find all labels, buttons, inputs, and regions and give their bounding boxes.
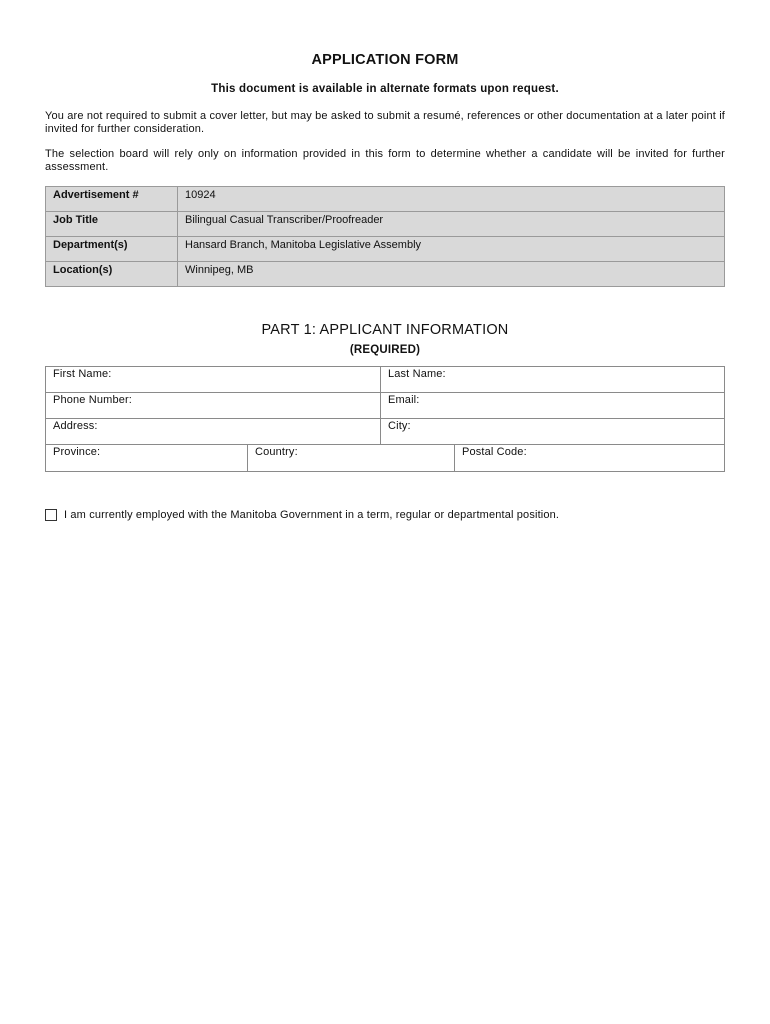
job-info-row-department bbox=[46, 237, 725, 262]
part1-required-label: (REQUIRED) bbox=[349, 344, 421, 356]
selection-board-paragraph: The selection board will rely only on information provided in this form to determine whether a candidate will be invited for further assessment. bbox=[45, 148, 725, 173]
country-field[interactable] bbox=[247, 445, 454, 471]
location-value: Winnipeg, MB bbox=[178, 262, 725, 287]
address-field[interactable] bbox=[46, 419, 380, 444]
advertisement-value: 10924 bbox=[178, 187, 725, 212]
last-name-label: Last Name: bbox=[388, 368, 446, 380]
region-row bbox=[46, 445, 724, 471]
alternate-formats-note: This document is available in alternate formats upon request. bbox=[211, 83, 559, 95]
applicant-info-grid bbox=[45, 366, 725, 472]
job-title-value: Bilingual Casual Transcriber/Proofreader bbox=[178, 212, 725, 237]
email-label: Email: bbox=[388, 394, 420, 406]
department-value: Hansard Branch, Manitoba Legislative Assembly bbox=[178, 237, 725, 262]
city-field[interactable] bbox=[380, 419, 724, 444]
phone-number-field[interactable] bbox=[46, 393, 380, 418]
postal-code-label: Postal Code: bbox=[462, 446, 527, 458]
job-info-row-advertisement bbox=[46, 187, 725, 212]
advertisement-label: Advertisement # bbox=[46, 187, 178, 212]
contact-row bbox=[46, 393, 724, 419]
last-name-field[interactable] bbox=[380, 367, 724, 392]
job-info-table bbox=[45, 186, 725, 287]
address-row bbox=[46, 419, 724, 445]
job-info-row-job-title bbox=[46, 212, 725, 237]
job-title-label: Job Title bbox=[46, 212, 178, 237]
department-label: Department(s) bbox=[46, 237, 178, 262]
employment-checkbox[interactable] bbox=[45, 509, 57, 521]
employment-checkbox-line bbox=[45, 509, 725, 521]
phone-number-label: Phone Number: bbox=[53, 394, 132, 406]
country-label: Country: bbox=[255, 446, 298, 458]
form-title: APPLICATION FORM bbox=[311, 52, 459, 68]
address-label: Address: bbox=[53, 420, 98, 432]
province-field[interactable] bbox=[46, 445, 247, 471]
employment-checkbox-label: I am currently employed with the Manitoba Government in a term, regular or departmental position. bbox=[64, 509, 560, 521]
city-label: City: bbox=[388, 420, 411, 432]
email-field[interactable] bbox=[380, 393, 724, 418]
job-info-row-location bbox=[46, 262, 725, 287]
part1-title: PART 1: APPLICANT INFORMATION bbox=[261, 322, 509, 338]
location-label: Location(s) bbox=[46, 262, 178, 287]
name-row bbox=[46, 367, 724, 393]
province-label: Province: bbox=[53, 446, 101, 458]
postal-code-field[interactable] bbox=[454, 445, 724, 471]
cover-letter-paragraph: You are not required to submit a cover letter, but may be asked to submit a resumé, references or other documentation at a later point if invited for further consideration. bbox=[45, 110, 725, 135]
first-name-label: First Name: bbox=[53, 368, 112, 380]
first-name-field[interactable] bbox=[46, 367, 380, 392]
